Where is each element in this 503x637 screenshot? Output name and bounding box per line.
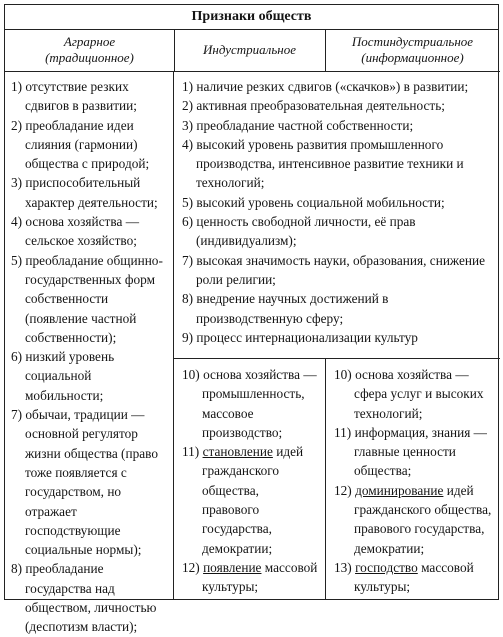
list-item: 2) активная преобразовательная деятельность; — [182, 98, 445, 114]
industrial-column — [174, 359, 326, 599]
list-item: 7) обычаи, традиции — основной регулятор жизни общества (право тоже появляется с государством, но отражает господствующие социальные нормы); — [11, 407, 158, 558]
list-item: 6) низкий уровень социальной мобильности; — [11, 349, 115, 403]
list-item — [182, 558, 319, 597]
item-text: идей гражданского общества, правового государства, демократии; — [354, 482, 492, 556]
underlined-keyword: доминирование — [355, 482, 444, 498]
postindustrial-list — [326, 359, 500, 597]
common-list — [174, 71, 500, 347]
header-agrarian — [5, 29, 175, 72]
header-postindustrial — [325, 29, 500, 72]
header-postindustrial-line2: (информационное) — [361, 50, 464, 65]
list-item: 9) процесс интернационализации культур — [182, 329, 418, 345]
item-text: массовой культуры; — [202, 559, 318, 595]
list-item — [334, 558, 494, 597]
header-postindustrial-line1: Постиндустриальное — [351, 34, 474, 49]
item-number: 11) — [182, 444, 203, 460]
common-industrial-postindustrial-cell — [174, 71, 500, 359]
item-text: массовой культуры; — [354, 559, 474, 595]
item-text: основа хозяйства — промышленность, массовое производство; — [202, 367, 317, 440]
header-industrial — [174, 29, 326, 72]
list-item: 3) преобладание частной собственности; — [182, 117, 414, 133]
item-number: 10) — [182, 367, 204, 382]
industrial-list — [174, 359, 325, 597]
header-agrarian-line2: (традиционное) — [45, 50, 134, 65]
item-text: информация, знания — главные ценности общества; — [354, 424, 487, 479]
underlined-keyword: появление — [203, 559, 262, 575]
list-item: 7) высокая значимость науки, образования, снижение роли религии; — [182, 252, 485, 287]
header-industrial-line1: Индустриальное — [203, 42, 296, 57]
item-text: идей гражданского общества, правового государства, демократии; — [202, 444, 304, 556]
societies-table — [4, 4, 499, 635]
table-title: Признаки обществ — [5, 5, 498, 30]
list-item: 1) отсутствие резких сдвигов в развитии; — [11, 79, 137, 114]
list-item: 5) преобладание общинно-государственных форм собственности (появление частной собственности); — [11, 252, 163, 345]
underlined-keyword: господство — [355, 559, 418, 575]
item-number: 12) — [182, 559, 204, 575]
item-number: 12) — [334, 482, 356, 498]
list-item — [334, 423, 494, 481]
list-item: 6) ценность свободной личности, её прав (индивидуализм); — [182, 214, 416, 249]
item-number: 10) — [334, 367, 356, 382]
list-item: 4) высокий уровень развития промышленного производства, интенсивное развитие техники и технологий; — [182, 136, 464, 191]
item-number: 13) — [334, 559, 356, 575]
list-item: 4) основа хозяйства — сельское хозяйство; — [11, 214, 139, 249]
agrarian-list — [5, 71, 173, 637]
item-number: 11) — [334, 424, 355, 440]
list-item: 2) преобладание идеи слияния (гармонии) общества с природой; — [11, 117, 150, 172]
item-text: основа хозяйства — сфера услуг и высоких технологий; — [354, 367, 484, 421]
list-item: 1) наличие резких сдвигов («скачков») в развитии; — [182, 79, 469, 94]
list-item: 3) приспособительный характер деятельности; — [11, 175, 158, 210]
list-item — [334, 481, 494, 558]
list-item: 5) высокий уровень социальной мобильности; — [182, 194, 445, 210]
list-item: 8) преобладание государства над обществом, личностью (деспотизм власти); — [11, 561, 157, 635]
list-item — [182, 442, 319, 558]
underlined-keyword: становление — [202, 444, 273, 460]
list-item — [334, 365, 494, 423]
postindustrial-column — [326, 359, 500, 599]
list-item — [182, 365, 319, 442]
header-agrarian-line1: Аграрное — [63, 34, 116, 49]
agrarian-column — [5, 71, 174, 635]
list-item: 8) внедрение научных достижений в производственную сферу; — [182, 291, 389, 326]
